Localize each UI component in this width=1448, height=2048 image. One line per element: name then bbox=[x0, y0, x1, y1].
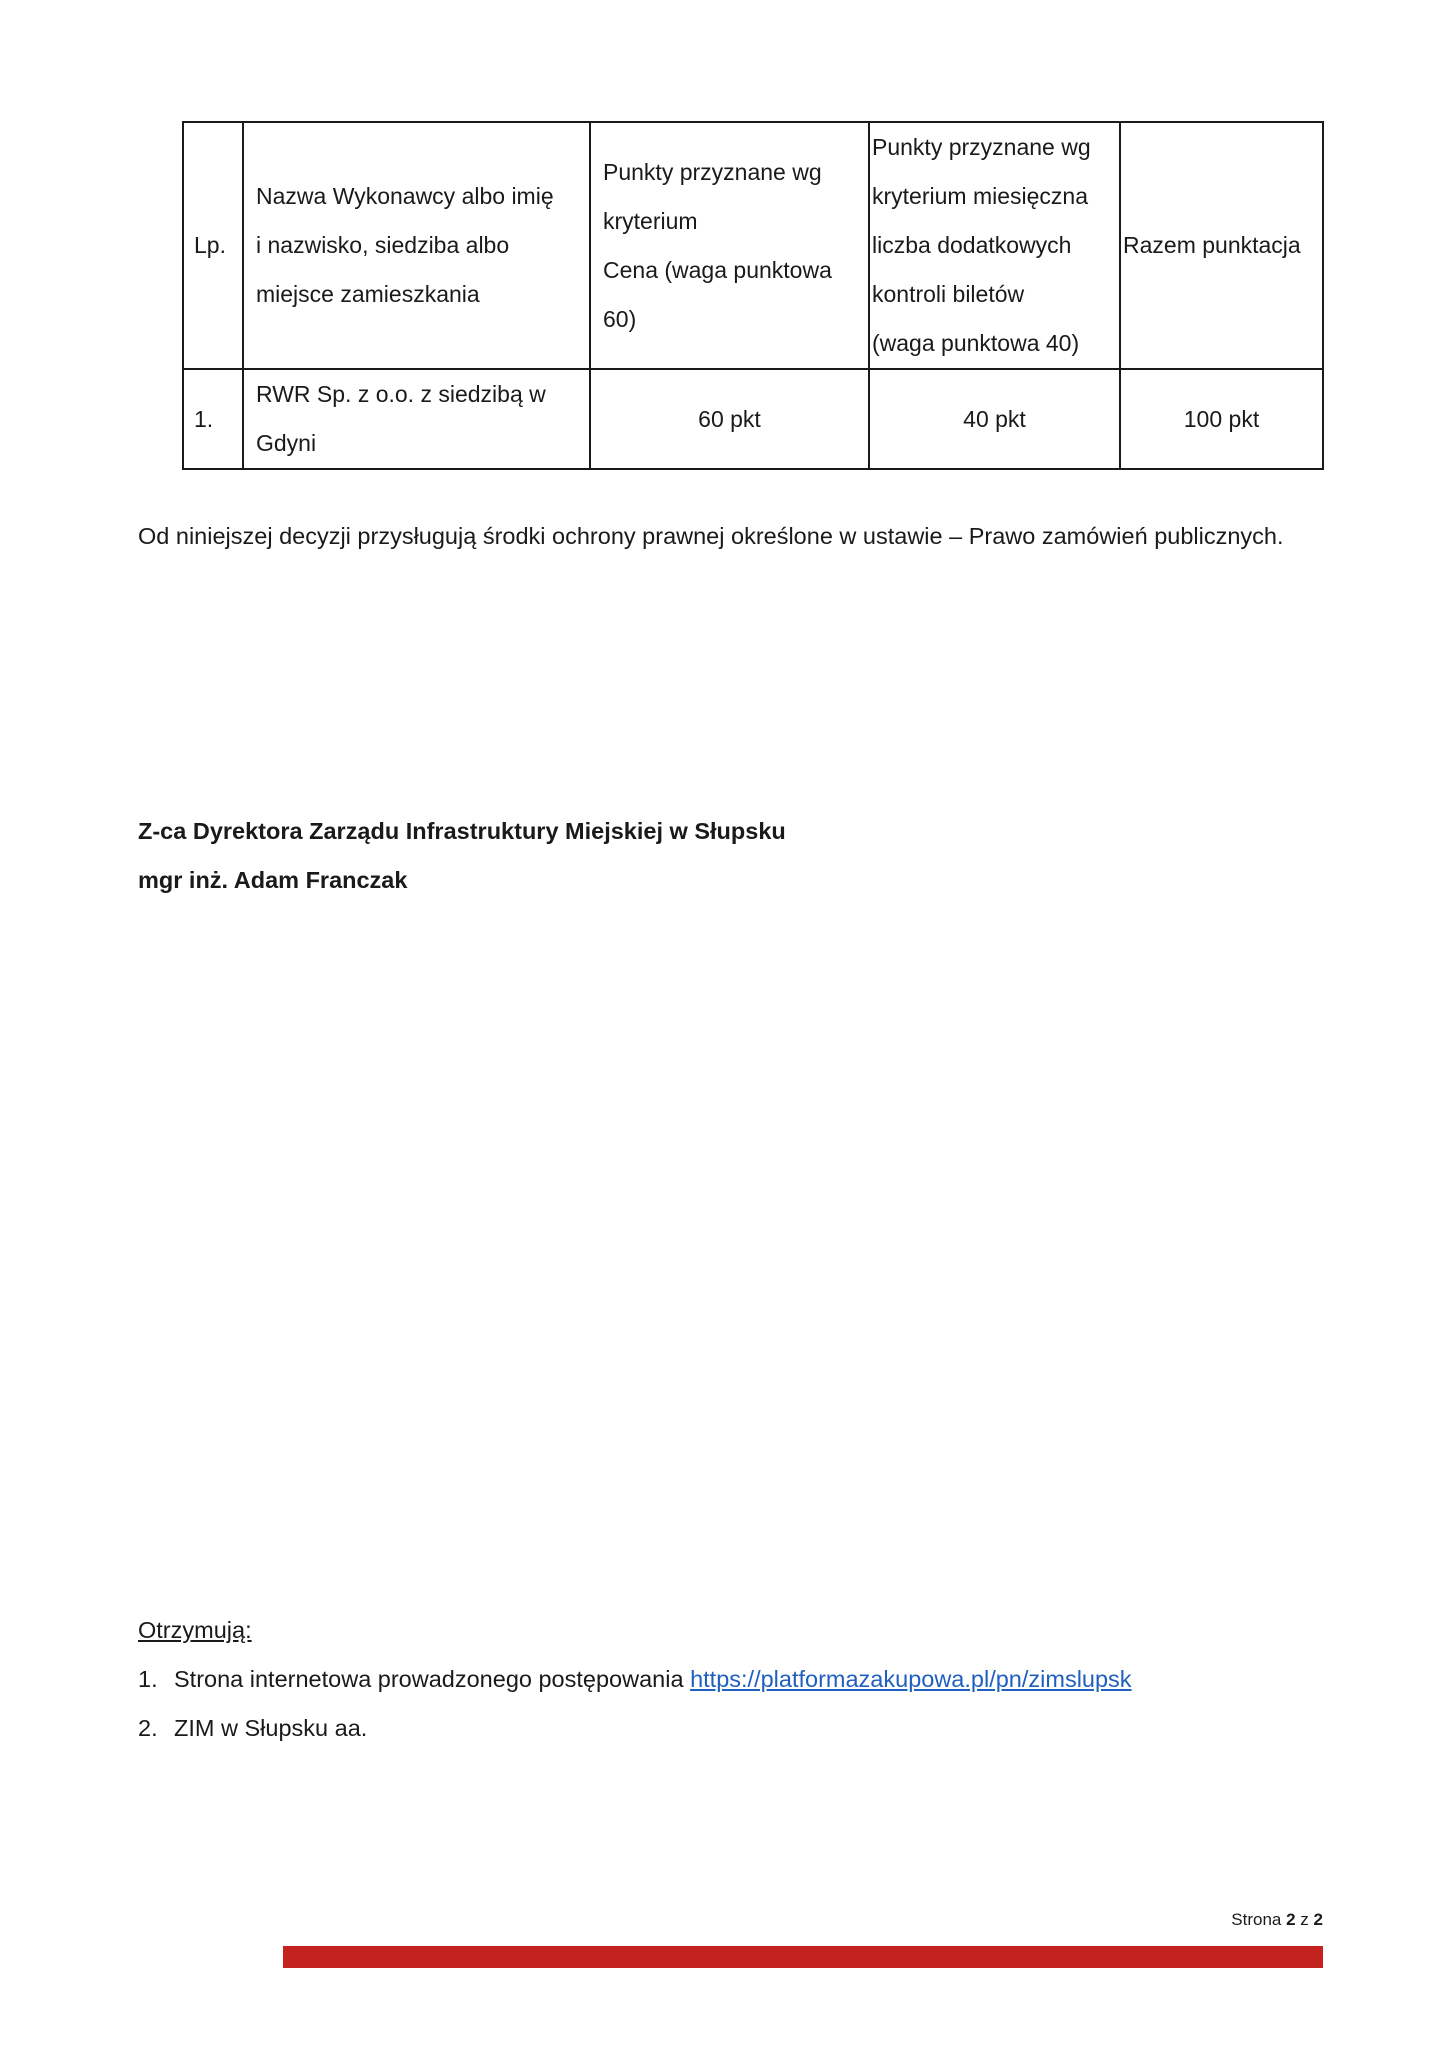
platform-link[interactable]: https://platformazakupowa.pl/pn/zimslupsk bbox=[690, 1666, 1132, 1692]
header-price-criterion: Punkty przyznane wg kryterium Cena (waga punktowa 60) bbox=[590, 122, 869, 369]
header-inspection-criterion: Punkty przyznane wg kryterium miesięczna liczba dodatkowych kontroli biletów (waga punktowa 40) bbox=[869, 122, 1120, 369]
footer-red-bar bbox=[283, 1946, 1323, 1968]
list-item-text: ZIM w Słupsku aa. bbox=[174, 1715, 368, 1741]
list-item-text: Strona internetowa prowadzonego postępowania bbox=[174, 1666, 691, 1692]
header-lp: Lp. bbox=[183, 122, 243, 369]
table-row bbox=[183, 369, 1323, 469]
cell-contractor-name: RWR Sp. z o.o. z siedzibą w Gdyni bbox=[243, 369, 590, 469]
list-item bbox=[138, 1655, 1132, 1704]
current-page: 2 bbox=[1286, 1910, 1296, 1929]
page-separator: z bbox=[1300, 1910, 1309, 1929]
header-contractor-name: Nazwa Wykonawcy albo imię i nazwisko, siedziba albo miejsce zamieszkania bbox=[243, 122, 590, 369]
list-item-number: 2. bbox=[138, 1715, 158, 1741]
results-table bbox=[182, 121, 1324, 470]
signature-title: Z-ca Dyrektora Zarządu Infrastruktury Miejskiej w Słupsku bbox=[138, 818, 786, 844]
page-number bbox=[1231, 1910, 1323, 1930]
legal-remedies-paragraph: Od niniejszej decyzji przysługują środki ochrony prawnej określone w ustawie – Prawo zamówień publicznych. bbox=[138, 523, 1284, 549]
list-item bbox=[138, 1704, 1132, 1753]
header-total: Razem punktacja bbox=[1120, 122, 1323, 369]
list-item-number: 1. bbox=[138, 1666, 158, 1692]
signature-name: mgr inż. Adam Franczak bbox=[138, 867, 408, 893]
cell-lp: 1. bbox=[183, 369, 243, 469]
cell-price-points: 60 pkt bbox=[590, 369, 869, 469]
cell-inspection-points: 40 pkt bbox=[869, 369, 1120, 469]
recipients-heading: Otrzymują: bbox=[138, 1617, 252, 1643]
page-label: Strona bbox=[1231, 1910, 1282, 1929]
total-pages: 2 bbox=[1313, 1910, 1323, 1929]
cell-total-points: 100 pkt bbox=[1120, 369, 1323, 469]
recipients-list bbox=[138, 1655, 1132, 1753]
table-header-row bbox=[183, 122, 1323, 369]
